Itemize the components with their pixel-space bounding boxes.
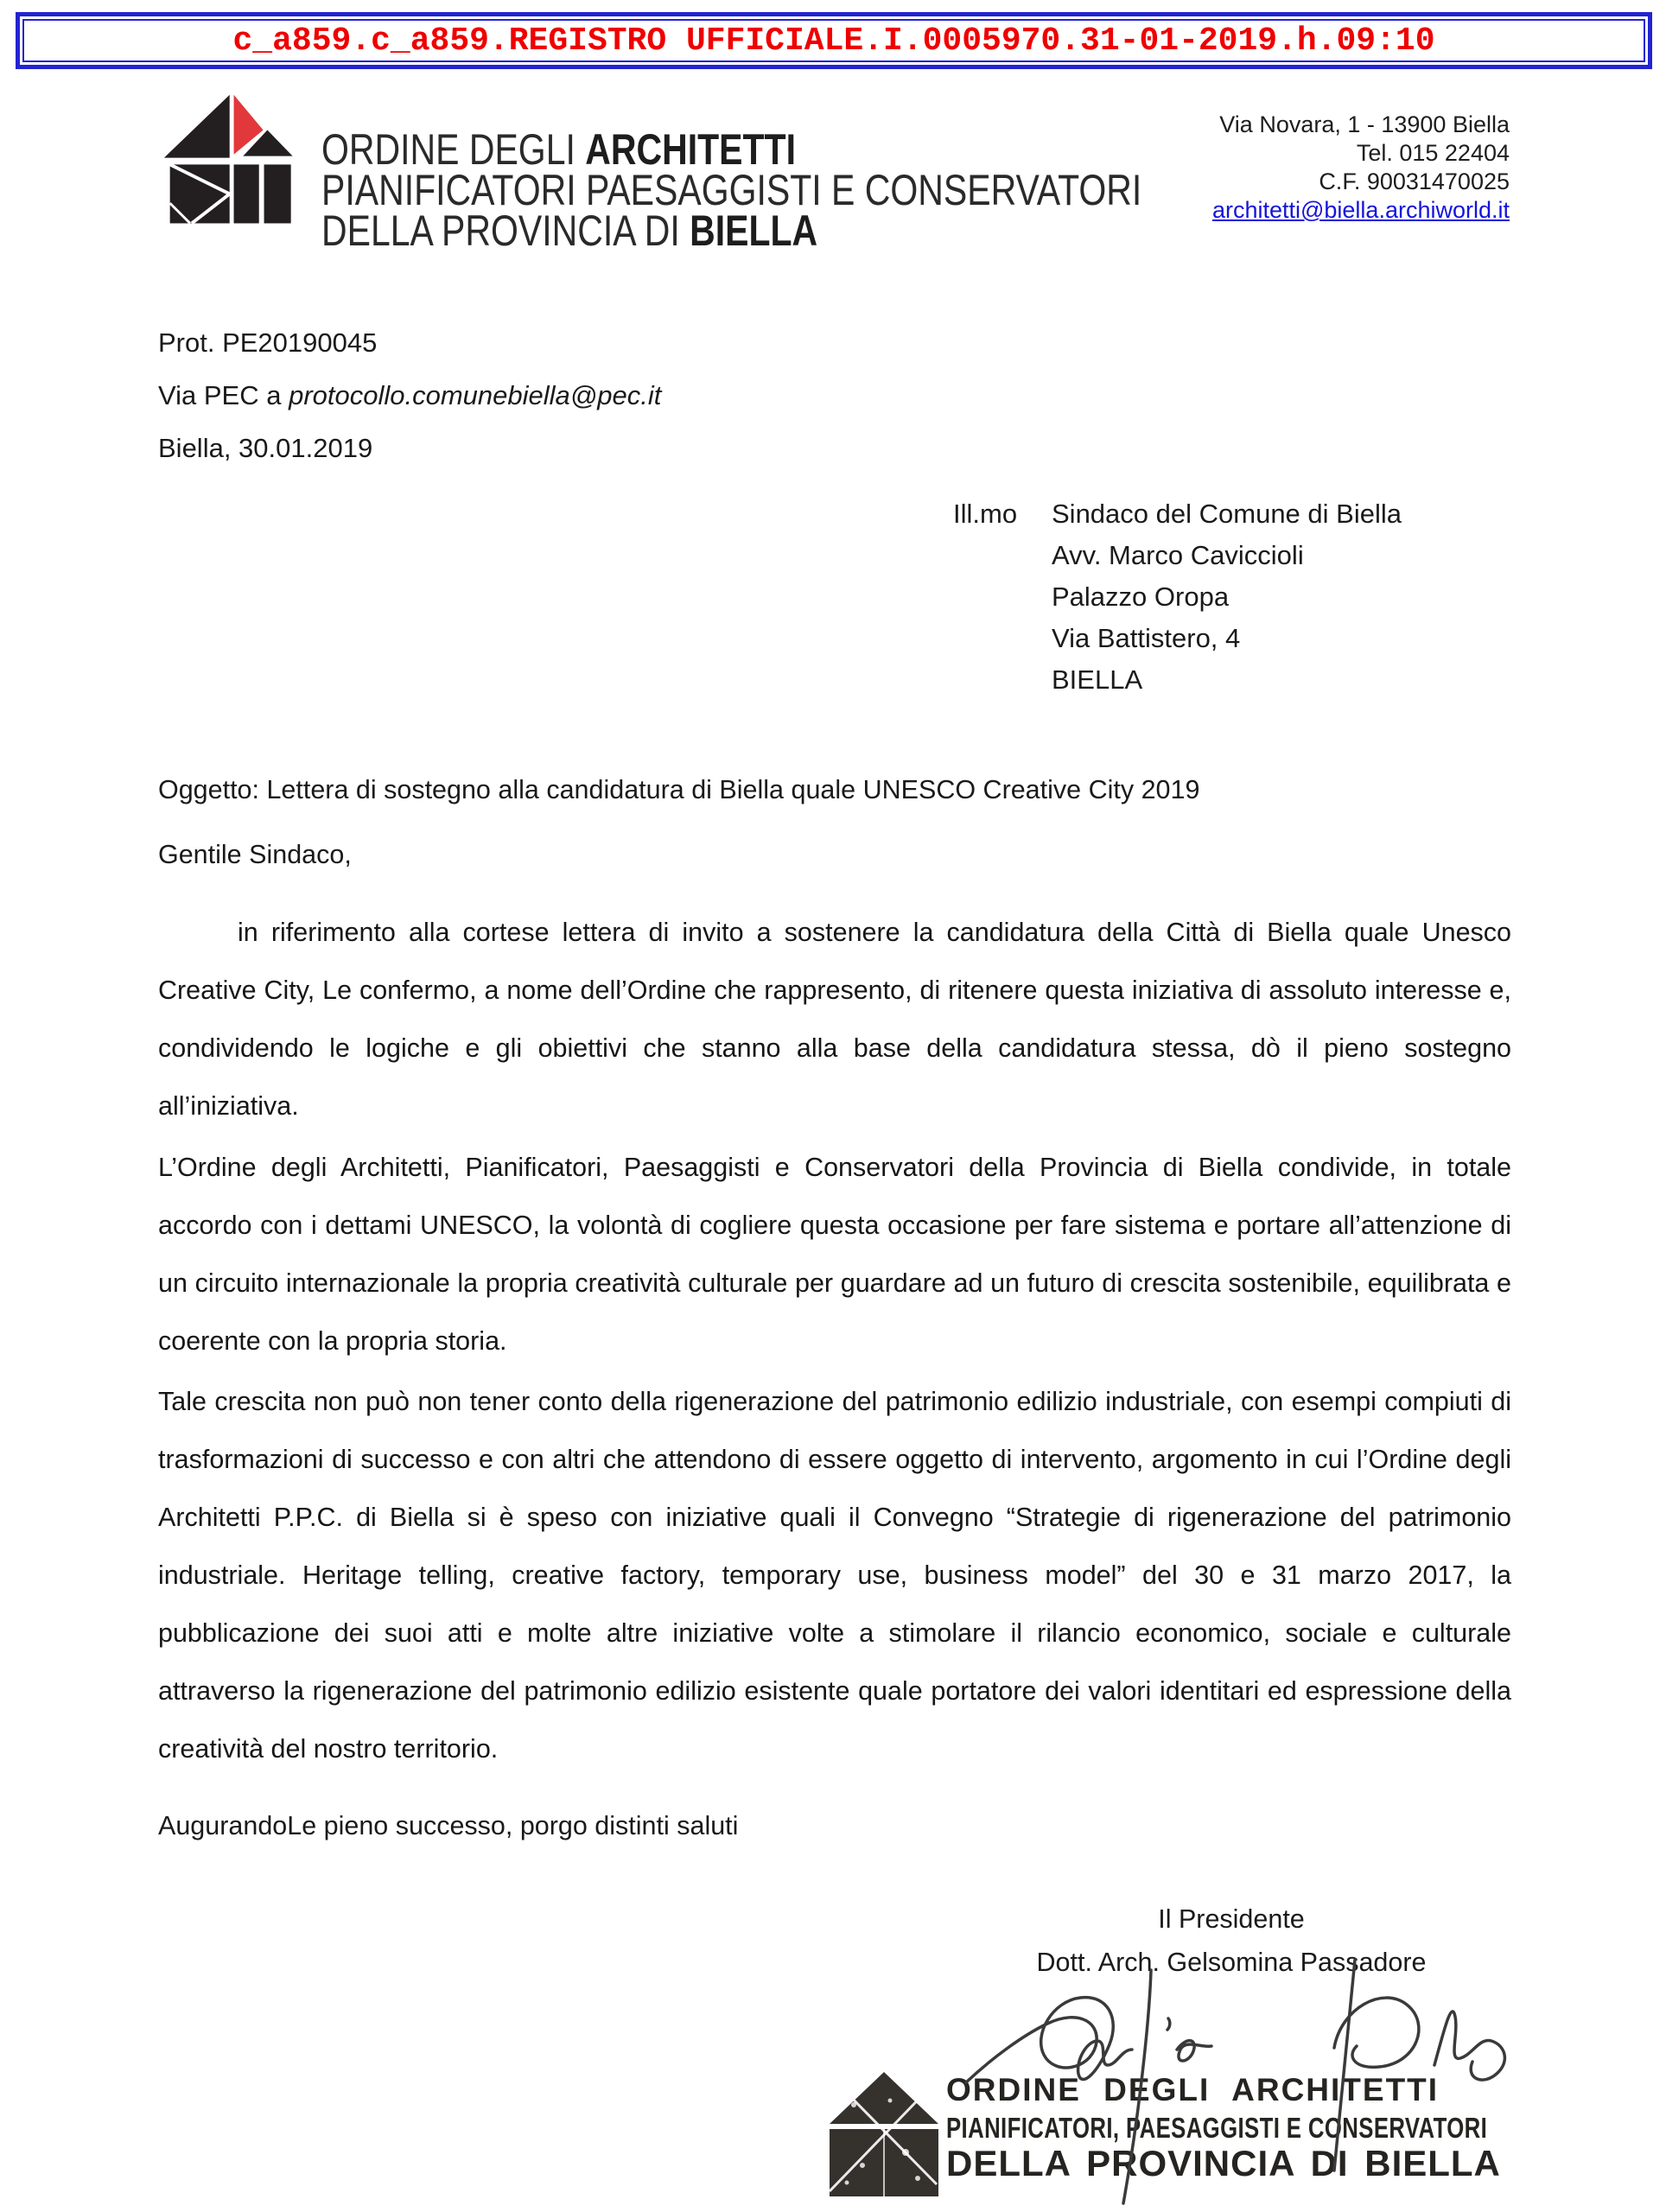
stamp-text-line3: DELLA PROVINCIA DI BIELLA bbox=[946, 2143, 1501, 2183]
stamp-text-line1: ORDINE DEGLI ARCHITETTI bbox=[946, 2072, 1440, 2107]
subject-line: Oggetto: Lettera di sostegno alla candidatura di Biella quale UNESCO Creative City 2019 bbox=[158, 775, 1200, 804]
body-paragraph-2: L’Ordine degli Architetti, Pianificatori, Paesaggisti e Conservatori della Provincia di Biella condivide, in totale accordo con i dettami UNESCO, la volontà di cogliere questa occasione per fare sistema e portare all’attenzione di un circuito internazionale la propria creatività culturale per guardare ad un futuro di crescita sostenibile, equilibrata e coerente con la propria storia. bbox=[158, 1153, 1511, 1356]
protocol-number: Prot. PE20190045 bbox=[158, 327, 378, 358]
contact-email-link[interactable]: architetti@biella.archiworld.it bbox=[1211, 197, 1510, 223]
contact-phone: Tel. 015 22404 bbox=[1356, 140, 1510, 166]
recipient-line: Palazzo Oropa bbox=[1052, 582, 1230, 612]
signature-name: Dott. Arch. Gelsomina Passadore bbox=[1036, 1948, 1427, 1977]
recipient-line: Avv. Marco Caviccioli bbox=[1052, 540, 1304, 570]
recipient-line: BIELLA bbox=[1052, 664, 1143, 695]
contact-address: Via Novara, 1 - 13900 Biella bbox=[1219, 111, 1510, 137]
recipient-line: Via Battistero, 4 bbox=[1052, 623, 1241, 653]
body-paragraph-3: Tale crescita non può non tener conto della rigenerazione del patrimonio edilizio industriale, con esempi compiuti di trasformazioni di successo e con altri che attendono di essere oggetto di intervento, argomento in cui l’Ordine degli Architetti P.P.C. di Biella si è speso con iniziative quali il Convegno “Strategie di rigenerazione del patrimonio industriale. Heritage telling, creative factory, temporary use, business model” del 30 e 31 marzo 2017, la pubblicazione dei suoi atti e molte altre iniziative volte a stimolare il rilancio economico, sociale e culturale attraverso la rigenerazione del patrimonio edilizio esistente quale portatore dei valori identitari ed espressione della creatività del nostro territorio. bbox=[158, 1387, 1511, 1764]
registry-banner-inner bbox=[22, 19, 1645, 62]
registry-banner bbox=[16, 12, 1652, 69]
order-house-logo-icon bbox=[160, 84, 311, 239]
body-paragraph-1: in riferimento alla cortese lettera di invito a sostenere la candidatura della Città di Biella quale Unesco Creative City, Le confermo, a nome dell’Ordine che rappresento, di ritenere questa iniziativa di assoluto interesse e, condividendo le logiche e gli obiettivi che stanno alla base della candidatura stessa, dò il pieno sostegno all’iniziativa. bbox=[158, 918, 1511, 1121]
pec-line: Via PEC a protocollo.comunebiella@pec.it bbox=[158, 380, 662, 410]
recipient-honorific: Ill.mo bbox=[953, 499, 1018, 529]
stamp-house-icon bbox=[828, 2070, 940, 2200]
signature-role: Il Presidente bbox=[1158, 1904, 1305, 1934]
meta-block bbox=[158, 316, 661, 474]
contact-fiscal-code: C.F. 90031470025 bbox=[1319, 168, 1510, 194]
place-date: Biella, 30.01.2019 bbox=[158, 433, 373, 463]
pec-email: protocollo.comunebiella@pec.it bbox=[289, 380, 662, 410]
salutation: Gentile Sindaco, bbox=[158, 840, 352, 869]
org-name-line3: DELLA PROVINCIA DI BIELLA bbox=[321, 207, 818, 255]
registry-banner-text: c_a859.c_a859.REGISTRO UFFICIALE.I.0005970.31-01-2019.h.09:10 bbox=[232, 22, 1435, 60]
contact-block bbox=[1212, 111, 1510, 225]
recipient-line: Sindaco del Comune di Biella bbox=[1052, 499, 1402, 529]
stamp-text-line2: PIANIFICATORI, PAESAGGISTI E CONSERVATORI bbox=[946, 2112, 1488, 2144]
recipient-block bbox=[1052, 493, 1402, 701]
closing-line: AugurandoLe pieno successo, porgo distinti saluti bbox=[158, 1811, 739, 1840]
org-name-line2: PIANIFICATORI PAESAGGISTI E CONSERVATORI bbox=[321, 166, 1142, 214]
org-name-block bbox=[321, 125, 1142, 255]
handwritten-signature bbox=[951, 1944, 1512, 2212]
org-name-line1: ORDINE DEGLI ARCHITETTI bbox=[321, 125, 796, 174]
